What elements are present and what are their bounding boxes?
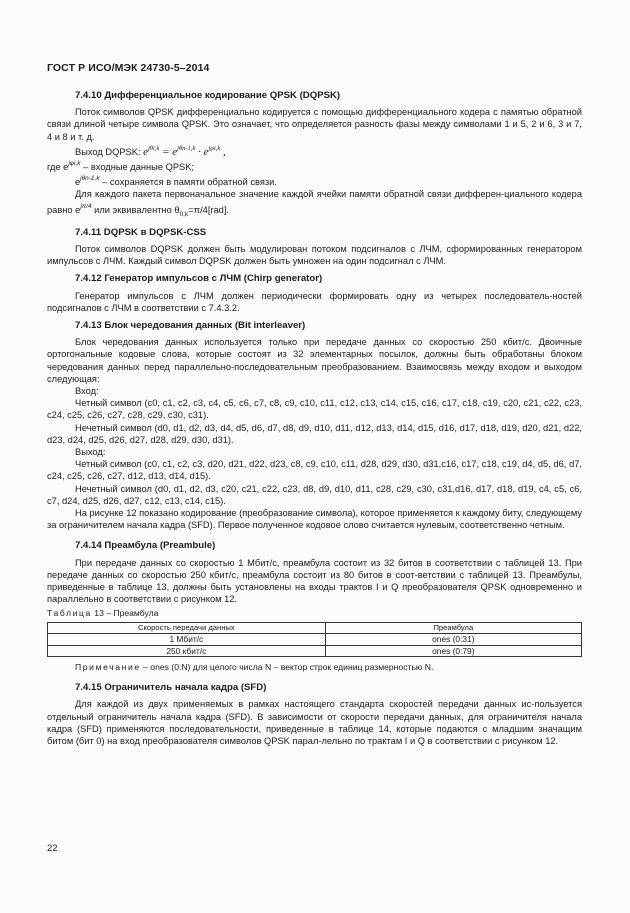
paragraph: Для каждой из двух применяемых в рамках настоящего стандарта скоростей передачи данных ис-пользуется отдельный ограничитель начала кадра (SFD). В зависимости от скорости передачи данных, для ограничителя начала кадра (SFD) применяются последовательности, приведенные в таблице 14, которые подаются с младшим значащим битом (бит 0) на вход преобразователя символов QPSK парал-лельно по трактам I и Q в соответствии с рисунком 12. bbox=[47, 699, 582, 747]
table-row bbox=[48, 634, 582, 646]
table-note: Примечание – ones (0:N) для целого числа N – вектор строк единиц размерностью N. bbox=[75, 662, 434, 673]
table-row bbox=[48, 645, 582, 657]
page-content bbox=[47, 90, 582, 747]
table-caption: Таблица 13 – Преамбула bbox=[47, 608, 159, 619]
formula: $e^{j\theta i,k} = e^{j\theta n-1,k} \cdot e^{j\varphi i,k}$ , bbox=[143, 144, 226, 158]
section-heading-7-4-10: 7.4.10 Дифференциальное кодирование QPSK (DQPSK) bbox=[75, 90, 341, 101]
paragraph: Генератор импульсов с ЛЧМ должен периодически формировать одну из четырех последователь-ностей подсигналов с ЛЧМ в соответствии с 7.4.3.2. bbox=[47, 290, 582, 313]
table-cell: 1 Мбит/с bbox=[48, 634, 326, 646]
table-cell: ones (0:31) bbox=[325, 634, 581, 646]
formula-label: Выход DQPSK: bbox=[75, 146, 141, 157]
paragraph-initial-value: Для каждого пакета первоначальное значение каждой ячейки памяти обратной связи дифферен-циального кодера равно $e^{j\pi/4}$ или эквивалентно $\theta_{0,k}=\pi/4[rad]$. bbox=[47, 189, 582, 218]
input-label: Вход: bbox=[75, 385, 99, 396]
document-header: ГОСТ Р ИСО/МЭК 24730-5–2014 bbox=[47, 62, 210, 74]
output-odd-symbol: Нечетный символ (d0, d1, d2, d3, c20, c21, c22, c23, d8, d9, d10, d11, c28, c29, c30, c31,d16, d17, d18, d19, c4, c5, c6, c7, d24, d25, d26, d27, c12, c13, c14, c15). bbox=[47, 483, 582, 506]
table-header-cell: Преамбула bbox=[325, 622, 581, 634]
paragraph: Поток символов QPSK дифференциально кодируется с помощью дифференциального кодера с памятью обратной связи длиной четыре символа QPSK. Это означает, что определяется разность фазы между символами 1 и 5, 2 и 6, 3 и 7, 4 и 8 и т. д. bbox=[47, 107, 582, 142]
table-header-cell: Скорость передачи данных bbox=[48, 622, 326, 634]
output-label: Выход: bbox=[75, 446, 106, 457]
section-heading-7-4-11: 7.4.11 DQPSK в DQPSK-CSS bbox=[75, 226, 207, 238]
input-even-symbol: Четный символ (c0, c1, c2, c3, c4, c5, c6, c7, c8, c9, c10, c11, c12, c13, c14, c15, c16, c17, c18, c19, c20, c21, c22, c23, c24, c25, c26, c27, c28, c29, c30, c31). bbox=[47, 398, 582, 421]
section-heading-7-4-15: 7.4.15 Ограничитель начала кадра (SFD) bbox=[75, 682, 267, 694]
formula-line bbox=[47, 143, 582, 158]
table-header-row bbox=[48, 622, 582, 634]
paragraph: На рисунке 12 показано кодирование (преобразование символа), которое применяется к каждому биту, следующему за ограничителем начала кадра (SFD). Первое полученное кодовое слово считается нулевым, соответственно четным. bbox=[47, 507, 582, 531]
table-cell: ones (0:79) bbox=[325, 645, 581, 657]
input-odd-symbol: Нечетный символ (d0, d1, d2, d3, d4, d5, d6, d7, d8, d9, d10, d11, d12, d13, d14, d15, d16, d17, d18, d19, d20, d21, d22, d23, d24, d25, d26, d27, d28, d29, d30, d31). bbox=[47, 422, 582, 445]
section-heading-7-4-14: 7.4.14 Преамбула (Preambule) bbox=[75, 540, 216, 552]
paragraph: Поток символов DQPSK должен быть модулирован потоком подсигналов с ЛЧМ, сформированных генератором импульсов с ЛЧМ. Каждый символ DQPSK должен быть умножен на один подсигнал с ЛЧМ. bbox=[47, 243, 582, 267]
formula-where-line: где $e^{j\varphi i,k}$ – входные данные QPSK; bbox=[47, 160, 195, 173]
paragraph: Блок чередования данных используется только при передаче данных со скоростью 250 кбит/с. Двоичные ортогональные кодовые слова, которые состоят из 32 элементарных посылок, должны быть обработаны блоком чередования данных перед параллельно-последовательным преобразованием. Взаимосвязь между входом и выходом следующая: bbox=[47, 337, 582, 384]
output-even-symbol: Четный символ (c0, c1, c2, c3, d20, d21, d22, d23, c8, c9, c10, c11, d28, d29, d30, d31,c16, c17, c18, c19, d4, d5, d6, d7, c24, c25, c26, c27, d12, d13, d14, d15). bbox=[47, 459, 582, 482]
preamble-table bbox=[47, 622, 582, 658]
paragraph: При передаче данных со скоростью 1 Мбит/с, преамбула состоит из 32 битов в соответствии с таблицей 13. При передаче данных со скоростью 250 кбит/с, преамбула состоит из 80 битов в соот-ветствии с таблицей 13. Преамбулы, приведенные в таблице 13, должны быть установлены на входы трактов I и Q преобразователя QPSK одновременно и параллельно в соответствии с рисунком 12. bbox=[47, 557, 582, 605]
table-cell: 250 кбит/с bbox=[48, 645, 326, 657]
section-heading-7-4-12: 7.4.12 Генератор импульсов с ЛЧМ (Chirp generator) bbox=[75, 273, 323, 285]
section-heading-7-4-13: 7.4.13 Блок чередования данных (Bit interleaver) bbox=[75, 319, 306, 331]
page-number: 22 bbox=[47, 843, 58, 854]
formula-memory-line: $e^{j\theta n-1,k}$ – сохраняется в памяти обратной связи. bbox=[75, 175, 277, 188]
